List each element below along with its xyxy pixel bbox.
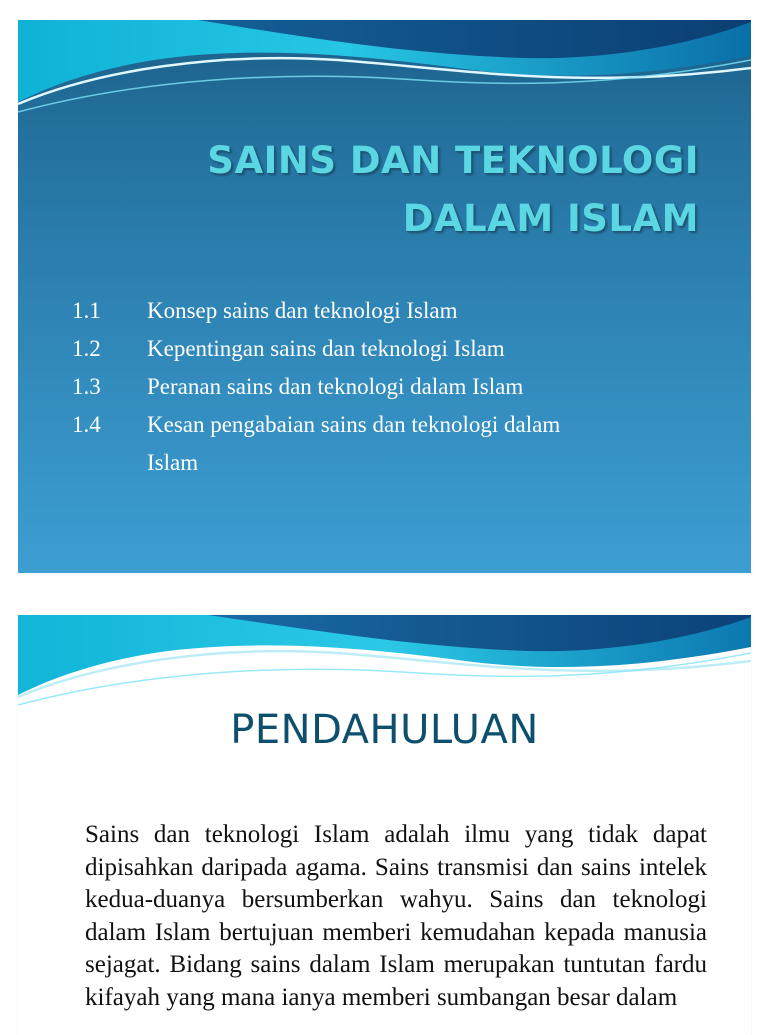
topic-number: 1.3 [72, 374, 101, 399]
topic-item [72, 330, 692, 368]
topic-list [72, 292, 692, 482]
topic-text: Kepentingan sains dan teknologi Islam [147, 336, 505, 361]
title-slide [18, 20, 751, 573]
topic-text: Kesan pengabaian sains dan teknologi dalam Islam [147, 412, 561, 475]
topic-text: Konsep sains dan teknologi Islam [147, 298, 458, 323]
title-line-1: SAINS DAN TEKNOLOGI [207, 139, 699, 182]
topic-item [72, 368, 692, 406]
section-heading: PENDAHULUAN [230, 707, 539, 753]
topic-text: Peranan sains dan teknologi dalam Islam [147, 374, 524, 399]
topic-number: 1.2 [72, 336, 101, 361]
topic-number: 1.4 [72, 412, 101, 437]
introduction-slide [18, 615, 751, 1035]
title-line-2: DALAM ISLAM [402, 197, 699, 240]
slide-title [207, 132, 699, 248]
topic-item [72, 406, 692, 482]
wave-banner-decoration [18, 20, 751, 130]
topic-item [72, 292, 692, 330]
topic-number: 1.1 [72, 298, 101, 323]
intro-paragraph: Sains dan teknologi Islam adalah ilmu yang tidak dapat dipisahkan daripada agama. Sains transmisi dan sains intelek kedua-duanya bersumberkan wahyu. Sains dan teknologi dalam Islam bertujuan memberi kemudahan kepada manusia sejagat. Bidang sains dalam Islam merupakan tuntutan fardu kifayah yang mana ianya memberi sumbangan besar dalam [85, 821, 707, 1011]
